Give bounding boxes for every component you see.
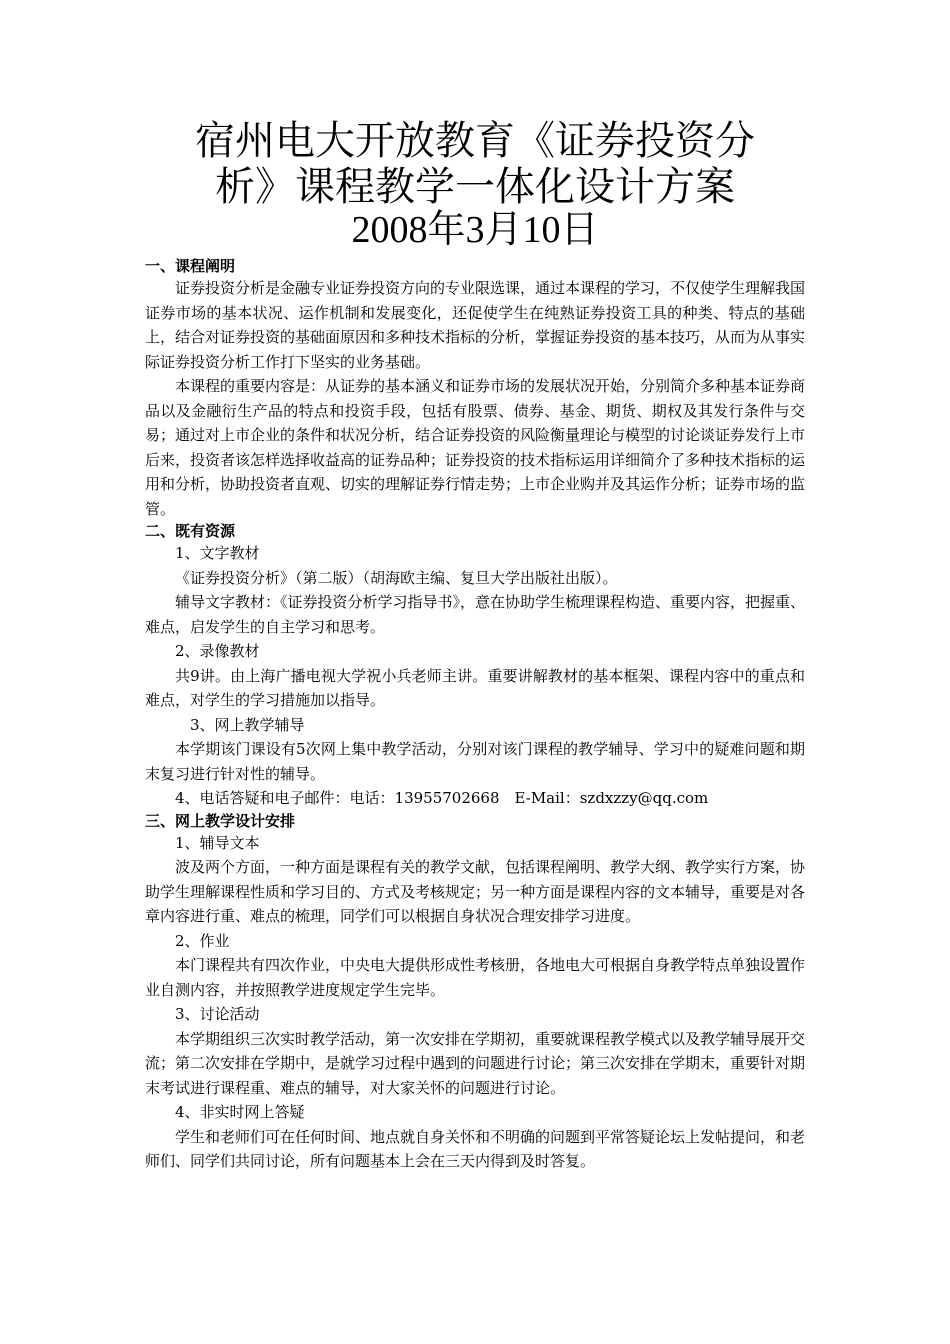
section-1-paragraph-2: 本课程的重要内容是：从证券的基本涵义和证券市场的发展状况开始，分别简介多种基本证券商品以及金融衍生产品的特点和投资手段，包括有股票、债券、基金、期货、期权及其发行条件与交易；通过对上市企业的条件和状况分析，结合证券投资的风险衡量理论与模型的讨论谈证券发行上市后来，投资者该怎样选择收益高的证券品种；证券投资的技术指标运用详细简介了多种技术指标的运用和分析，协助投资者直观、切实的理解证券行情走势；上市企业购并及其运作分析；证券市场的监管。	[145, 377, 806, 518]
section-3-item-4: 4、非实时网上答疑	[175, 1103, 305, 1121]
doc-title-line2: 析》课程教学一体化设计方案	[215, 164, 735, 210]
doc-date: 2008年3月10日	[351, 209, 599, 251]
section-2-item-4-contact: 4、电话答疑和电子邮件：电话：13955702668 E-Mail：szdxzzy@qq.com	[175, 789, 709, 807]
section-1-heading: 一、课程阐明	[145, 257, 236, 275]
section-2-item-1-text-a: 《证券投资分析》（第二版）（胡海欧主编、复旦大学出版社出版）。	[175, 568, 618, 587]
section-2-item-3: 3、网上教学辅导	[190, 715, 305, 734]
section-2-item-1: 1、文字教材	[175, 544, 260, 562]
section-3-item-1-text: 波及两个方面，一种方面是课程有关的教学文献，包括课程阐明、教学大纲、教学实行方案，协助学生理解课程性质和学习目的、方式及考核规定；另一种方面是课程内容的文本辅导，重要是对各章内容进行重、难点的梳理，同学们可以根据自身状况合理安排学习进度。	[145, 858, 806, 925]
section-3-item-4-text: 学生和老师们可在任何时间、地点就自身关怀和不明确的问题到平常答疑论坛上发帖提问，和老师们、同学们共同讨论，所有问题基本上会在三天内得到及时答复。	[145, 1127, 806, 1170]
section-2-heading: 二、既有资源	[145, 522, 236, 540]
section-3-heading: 三、网上教学设计安排	[145, 811, 296, 830]
section-2-item-1-text-b: 辅导文字教材：《证券投资分析学习指导书》，意在协助学生梳理课程构造、重要内容，把握重、难点，启发学生的自主学习和思考。	[145, 593, 806, 636]
section-3-item-3: 3、讨论活动	[175, 1005, 260, 1023]
section-3-item-1: 1、辅导文本	[175, 833, 260, 852]
section-3-item-2: 2、作业	[175, 931, 230, 950]
doc-title-line1: 宿州电大开放教育《证券投资分	[195, 118, 755, 164]
document-page	[145, 118, 805, 1174]
section-2-item-2: 2、录像教材	[175, 642, 260, 660]
section-3-item-3-text: 本学期组织三次实时教学活动，第一次安排在学期初，重要就课程教学模式以及教学辅导展开交流；第二次安排在学期中，是就学习过程中遇到的问题进行讨论；第三次安排在学期末，重要针对期末考试进行课程重、难点的辅导，对大家关怀的问题进行讨论。	[145, 1029, 806, 1097]
section-1-paragraph-1: 证券投资分析是金融专业证券投资方向的专业限选课，通过本课程的学习，不仅使学生理解我国证券市场的基本状况、运作机制和发展变化，还促使学生在纯熟证券投资工具的种类、特点的基础上，结合对证券投资的基础面原因和多种技术指标的分析，掌握证券投资的基本技巧，从而为从事实际证券投资分析工作打下坚实的业务基础。	[145, 279, 806, 371]
section-3-item-2-text: 本门课程共有四次作业，中央电大提供形成性考核册，各地电大可根据自身教学特点单独设置作业自测内容，并按照教学进度规定学生完毕。	[145, 956, 806, 999]
section-2-item-3-text: 本学期该门课设有5次网上集中教学活动，分别对该门课程的教学辅导、学习中的疑难问题和期末复习进行针对性的辅导。	[145, 740, 805, 783]
section-2-item-2-text: 共9讲。由上海广播电视大学祝小兵老师主讲。重要讲解教材的基本框架、课程内容中的重点和难点，对学生的学习措施加以指导。	[145, 666, 805, 709]
